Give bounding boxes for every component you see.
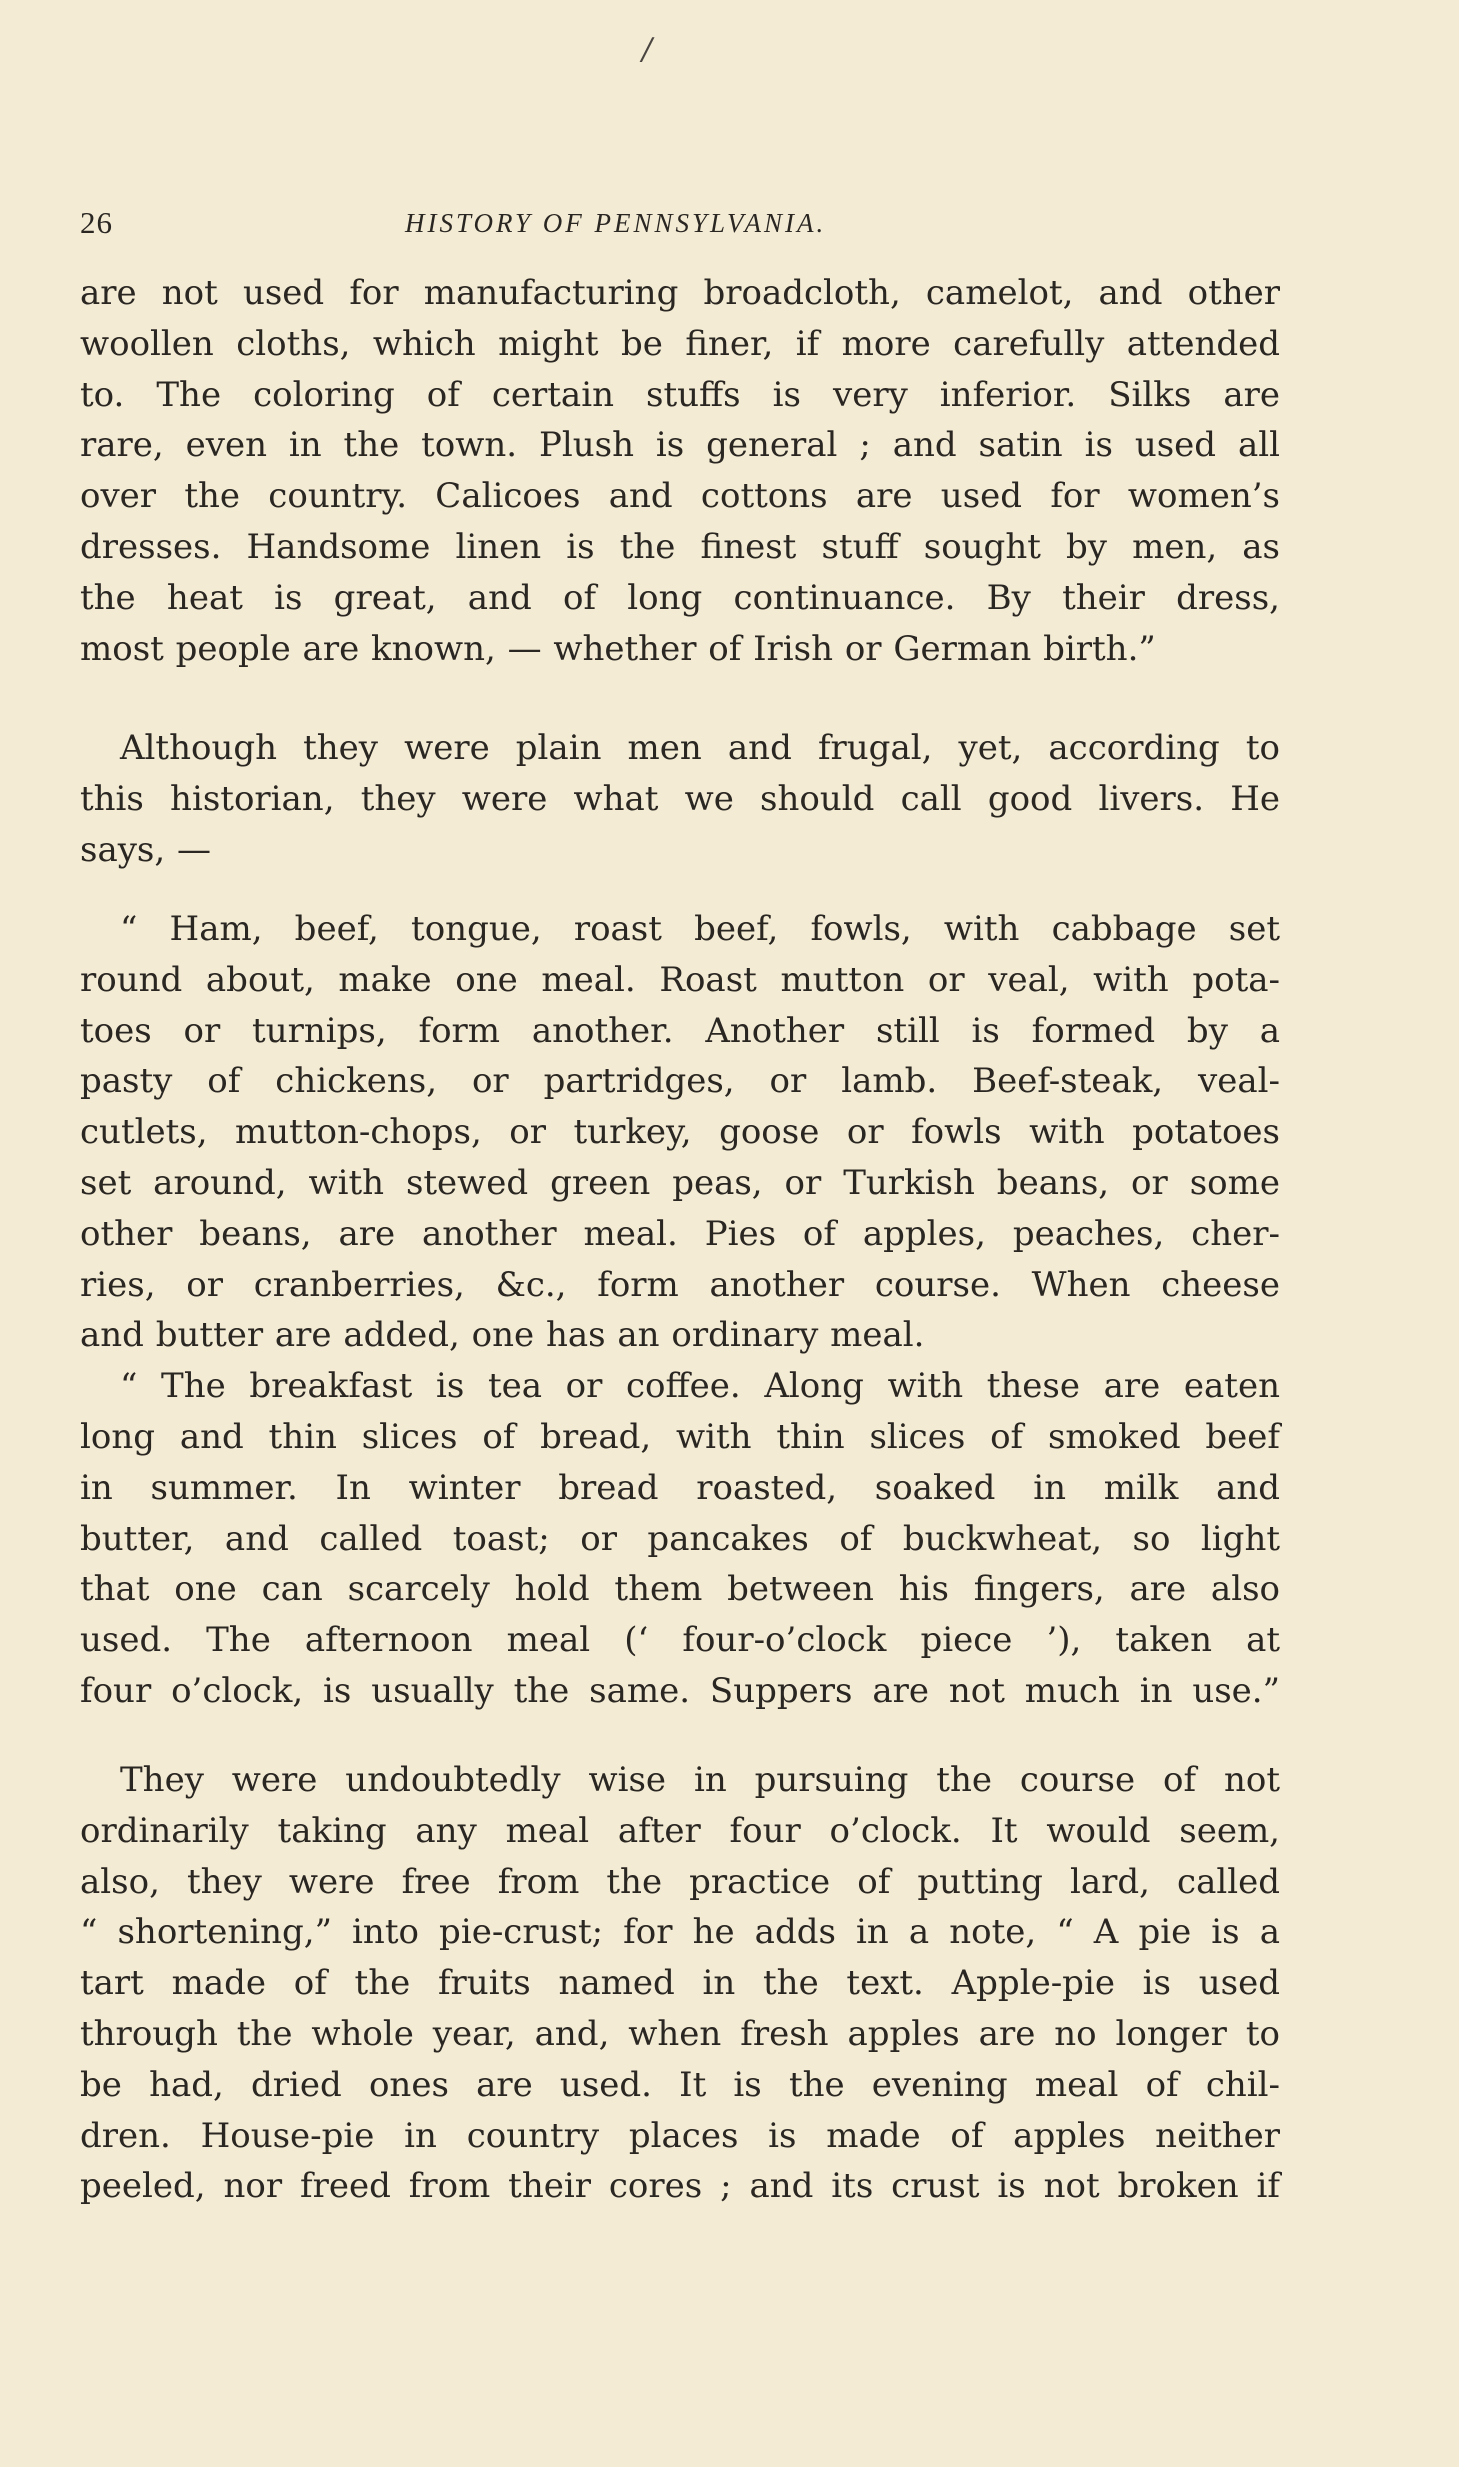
text-line: peeled, nor freed from their cores ; and its crust is not broken if [80,2166,1280,2207]
running-head [80,198,1280,248]
text-line: “ Ham, beef, tongue, roast beef, fowls, with cabbage set [120,909,1280,949]
text-line: long and thin slices of bread, with thin slices of smoked beef [80,1416,1280,1457]
text-line: They were undoubtedly wise in pursuing the course of not [120,1760,1280,1800]
text-line: most people are known, — whether of Irish or German birth.” [80,628,1156,669]
text-line: are not used for manufacturing broadcloth, camelot, and other [80,273,1280,313]
text-line: tart made of the fruits named in the text. Apple-pie is used [80,1963,1280,2004]
stray-ink-mark: / [642,32,653,67]
text-line: says, — [80,829,211,870]
text-line: Although they were plain men and frugal, yet, according to [120,728,1280,768]
text-line: used. The afternoon meal (‘ four-o’clock piece ’), taken at [80,1620,1280,1661]
text-line: ordinarily taking any meal after four o’clock. It would seem, [80,1810,1280,1851]
text-line: also, they were free from the practice of putting lard, called [80,1861,1280,1902]
text-line: through the whole year, and, when fresh apples are no longer to [80,2013,1280,2054]
text-line: to. The coloring of certain stuffs is very inferior. Silks are [80,374,1280,415]
paragraph-1 [80,268,1280,674]
text-line: “ shortening,” into pie-crust; for he adds in a note, “ A pie is a [80,1912,1280,1953]
text-line: in summer. In winter bread roasted, soaked in milk and [80,1467,1280,1508]
text-line: woollen cloths, which might be finer, if more carefully attended [80,323,1280,364]
text-line: over the country. Calicoes and cottons are used for women’s [80,476,1280,517]
text-line: other beans, are another meal. Pies of apples, peaches, cher- [80,1213,1280,1254]
text-line: cutlets, mutton-chops, or turkey, goose or fowls with potatoes [80,1112,1280,1153]
text-line: “ The breakfast is tea or coffee. Along with these are eaten [120,1366,1280,1407]
paragraph-3-quotation [80,904,1280,1717]
text-line: set around, with stewed green peas, or Turkish beans, or some [80,1162,1280,1203]
paragraph-4 [80,1755,1280,2212]
text-line: ries, or cranberries, &c., form another course. When cheese [80,1264,1280,1305]
text-line: round about, make one meal. Roast mutton or veal, with pota- [80,959,1280,1000]
text-line: rare, even in the town. Plush is general ; and satin is used all [80,425,1280,466]
text-line: be had, dried ones are used. It is the evening meal of chil- [80,2064,1280,2105]
text-line: dresses. Handsome linen is the finest stuff sought by men, as [80,526,1280,567]
text-line: toes or turnips, form another. Another still is formed by a [80,1010,1280,1051]
text-line: and butter are added, one has an ordinary meal. [80,1315,925,1356]
page-number: 26 [80,205,113,240]
text-line: this historian, they were what we should call good livers. He [80,778,1280,819]
text-line: dren. House-pie in country places is made of apples neither [80,2115,1280,2156]
text-line: butter, and called toast; or pancakes of buckwheat, so light [80,1518,1280,1559]
running-title: HISTORY OF PENNSYLVANIA. [405,208,827,238]
text-line: four o’clock, is usually the same. Suppers are not much in use.” [80,1670,1280,1711]
text-line: that one can scarcely hold them between his fingers, are also [80,1569,1280,1610]
text-line: pasty of chickens, or partridges, or lamb. Beef-steak, veal- [80,1061,1280,1102]
text-line: the heat is great, and of long continuance. By their dress, [80,577,1280,618]
paragraph-2 [80,723,1280,875]
